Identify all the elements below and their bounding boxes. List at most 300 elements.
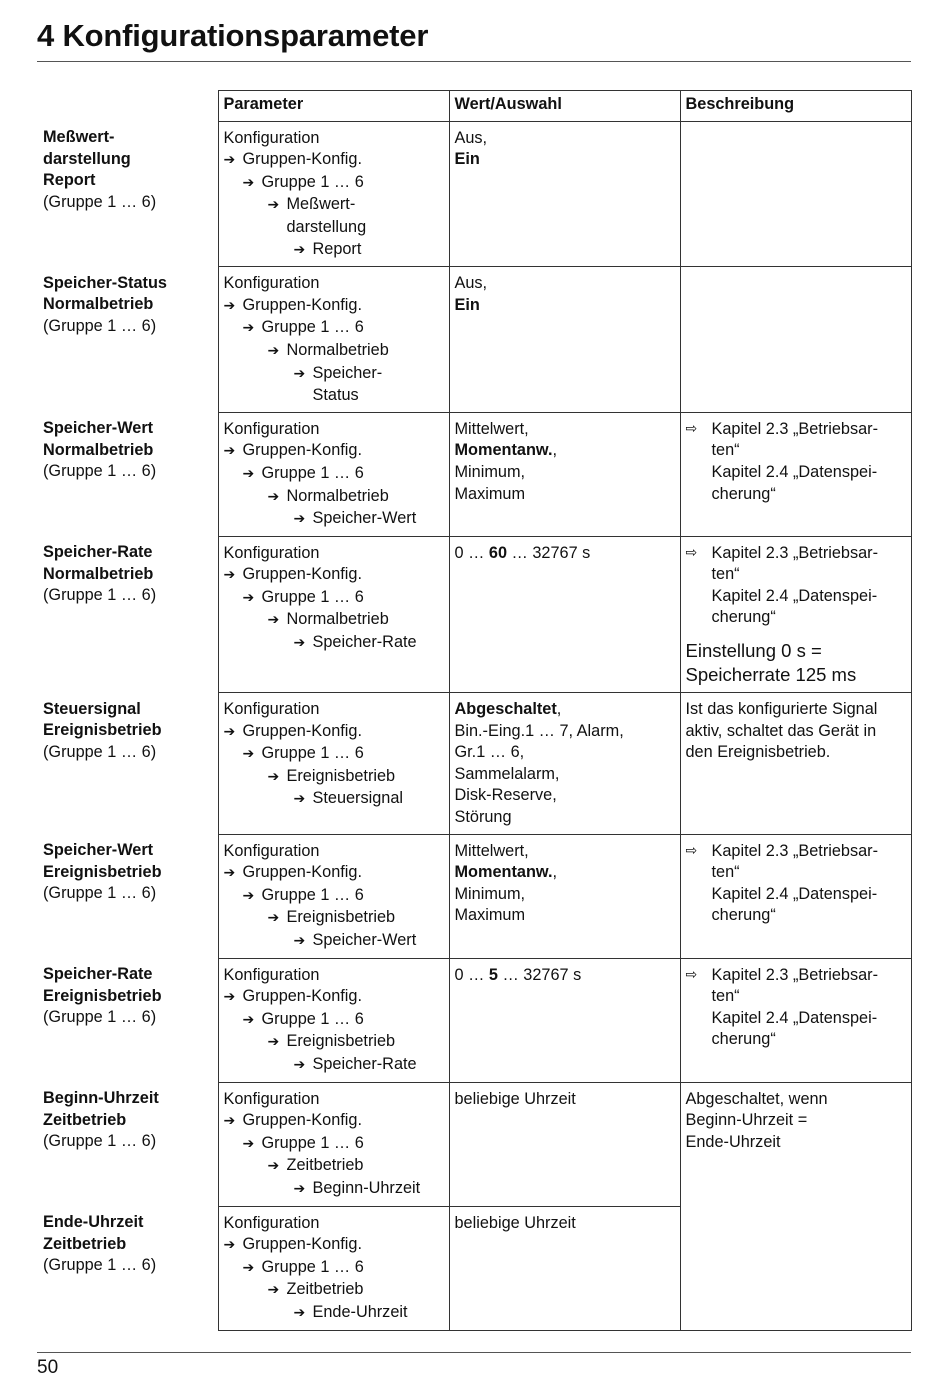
row-label (37, 1082, 218, 1206)
parameter-path-line (224, 149, 444, 172)
parameter-path-text: Konfiguration (223, 543, 320, 562)
parameter-path-line (224, 907, 444, 930)
parameter-path-cell (218, 121, 449, 267)
value-cell (449, 958, 680, 1082)
parameter-path-line (224, 486, 444, 509)
value-option: beliebige Uhrzeit (454, 1213, 576, 1232)
cross-reference (686, 965, 906, 1051)
row-label-title-line: Speicher-Wert (43, 841, 154, 860)
parameter-path-text: Normalbetrieb (286, 610, 389, 629)
setting-note-line: Einstellung 0 s = (685, 640, 822, 662)
arrow-right-icon: ➔ (242, 320, 255, 337)
arrow-right-icon: ➔ (267, 1282, 280, 1299)
parameter-path-text: Konfiguration (223, 700, 320, 719)
parameter-path-line (224, 1054, 444, 1077)
reference-line: ten“ (711, 987, 740, 1006)
reference-arrow-icon: ⇨ (685, 966, 698, 983)
parameter-path-line (224, 721, 444, 744)
column-header-value: Wert/Auswahl (449, 91, 680, 122)
parameter-path-line (224, 317, 444, 340)
value-option: Mittelwert, (454, 841, 529, 860)
table-body (37, 121, 911, 1330)
parameter-path-cell (218, 834, 449, 958)
value-line (455, 128, 675, 150)
table-row (37, 121, 911, 267)
parameter-path-text: Gruppen-Konfig. (242, 295, 362, 314)
default-value: Ein (454, 150, 480, 169)
parameter-path-line (224, 1110, 444, 1133)
row-label (37, 834, 218, 958)
value-range-min: 0 … (454, 543, 489, 562)
parameter-path-text: Gruppe 1 … 6 (261, 744, 364, 763)
parameter-path-text: Ereignisbetrieb (286, 766, 396, 785)
value-option: Störung (454, 808, 512, 827)
arrow-right-icon: ➔ (267, 488, 280, 505)
footer-rule (37, 1352, 911, 1353)
parameter-path-text: Speicher- (312, 363, 383, 382)
arrow-right-icon: ➔ (242, 1135, 255, 1152)
parameter-path-text: Ereignisbetrieb (286, 908, 396, 927)
value-suffix: , (556, 700, 562, 719)
parameter-path-line (224, 609, 444, 632)
value-suffix: , (552, 863, 558, 882)
column-header-parameter: Parameter (218, 91, 449, 122)
reference-line: cherung“ (711, 608, 776, 627)
value-option: Gr.1 … 6, (454, 743, 525, 762)
parameter-path-line (224, 1257, 444, 1280)
default-value: Abgeschaltet (454, 700, 557, 719)
value-cell (449, 121, 680, 267)
value-option: Minimum, (454, 462, 526, 481)
parameter-path-line (224, 295, 444, 318)
value-cell (449, 412, 680, 536)
cross-reference (686, 543, 906, 629)
row-label-title-line: Steuersignal (43, 699, 141, 718)
value-option: Bin.-Eing.1 … 7, Alarm, (454, 721, 624, 740)
parameter-path-text: Speicher-Wert (312, 509, 417, 528)
arrow-right-icon: ➔ (242, 887, 255, 904)
description-cell (680, 267, 911, 413)
parameter-path-text: Gruppe 1 … 6 (261, 1257, 364, 1276)
row-label-title-line: Meßwert- (43, 128, 115, 147)
parameter-path-line (224, 1009, 444, 1032)
parameter-path-line (224, 1279, 444, 1302)
arrow-right-icon: ➔ (242, 746, 255, 763)
parameter-path-text: Ende-Uhrzeit (312, 1302, 408, 1321)
parameter-path-text: Zeitbetrieb (286, 1280, 364, 1299)
row-label (37, 958, 218, 1082)
arrow-right-icon: ➔ (293, 1056, 306, 1073)
value-range (455, 543, 675, 565)
parameter-path-line (224, 743, 444, 766)
header-rule (37, 61, 911, 62)
value-line (455, 295, 675, 317)
parameter-path-line (224, 543, 444, 565)
parameter-path-text: Gruppen-Konfig. (242, 721, 362, 740)
table-row (37, 536, 911, 692)
row-label-title-line: Ereignisbetrieb (43, 862, 162, 881)
arrow-right-icon: ➔ (293, 791, 306, 808)
parameter-path-line (224, 1302, 444, 1325)
parameter-path-text: Normalbetrieb (286, 340, 389, 359)
parameter-path-line (224, 239, 444, 262)
parameter-path-cell (218, 958, 449, 1082)
reference-text (712, 965, 906, 1051)
value-option: Disk-Reserve, (454, 786, 557, 805)
parameter-path-text: Steuersignal (312, 789, 404, 808)
default-value: 5 (488, 965, 498, 984)
arrow-right-icon: ➔ (267, 768, 280, 785)
row-label-title-line: Ereignisbetrieb (43, 721, 162, 740)
parameter-path-line (224, 508, 444, 531)
value-line (455, 419, 675, 441)
parameter-path-text: Gruppe 1 … 6 (261, 1133, 364, 1152)
value-cell (449, 1206, 680, 1330)
parameter-path-text: Gruppen-Konfig. (242, 565, 362, 584)
row-label-title-line: Ereignisbetrieb (43, 986, 162, 1005)
parameter-path-line (224, 564, 444, 587)
row-label-title-line: Speicher-Rate (43, 543, 153, 562)
description-line: aktiv, schaltet das Gerät in (685, 721, 877, 740)
row-label (37, 536, 218, 692)
parameter-path-text: Gruppe 1 … 6 (261, 1009, 364, 1028)
parameter-path-line (224, 699, 444, 721)
row-label-group: (Gruppe 1 … 6) (43, 1008, 157, 1027)
value-suffix: , (552, 441, 558, 460)
parameter-path-text: Gruppe 1 … 6 (261, 318, 364, 337)
parameter-path-line (224, 885, 444, 908)
parameter-path-line (224, 363, 444, 386)
reference-line: Kapitel 2.3 „Betriebsar- (711, 841, 879, 860)
reference-arrow-icon: ⇨ (685, 544, 698, 561)
parameter-path-line (224, 440, 444, 463)
arrow-right-icon: ➔ (223, 1237, 236, 1254)
parameter-path-line (224, 217, 444, 239)
arrow-right-icon: ➔ (267, 910, 280, 927)
row-label-title-line: darstellung (43, 149, 131, 168)
table-row (37, 958, 911, 1082)
row-label-title-line: Speicher-Status (43, 273, 167, 292)
parameter-path-line (224, 273, 444, 295)
value-line (455, 484, 675, 506)
parameter-path-line (224, 986, 444, 1009)
reference-line: ten“ (711, 565, 740, 584)
cross-reference (686, 419, 906, 505)
table-row (37, 412, 911, 536)
arrow-right-icon: ➔ (293, 241, 306, 258)
description-cell (680, 412, 911, 536)
parameter-path-text: Gruppen-Konfig. (242, 987, 362, 1006)
parameter-path-line (224, 194, 444, 217)
parameter-path-text: Normalbetrieb (286, 486, 389, 505)
arrow-right-icon: ➔ (293, 365, 306, 382)
value-cell (449, 1082, 680, 1206)
default-value: Momentanw. (454, 863, 553, 882)
value-line (455, 884, 675, 906)
row-label-group: (Gruppe 1 … 6) (43, 742, 157, 761)
reference-line: Kapitel 2.3 „Betriebsar- (711, 965, 879, 984)
parameter-path-text: Konfiguration (223, 965, 320, 984)
parameter-path-text: Ereignisbetrieb (286, 1032, 396, 1051)
parameter-path-text: Konfiguration (223, 1089, 320, 1108)
table-row (37, 267, 911, 413)
value-line (455, 273, 675, 295)
value-option: Mittelwert, (454, 419, 529, 438)
parameter-path-line (224, 841, 444, 863)
parameter-path-text: Konfiguration (223, 1213, 320, 1232)
row-label-title-line: Normalbetrieb (43, 564, 154, 583)
parameter-path-text: Konfiguration (223, 128, 320, 147)
parameter-path-text: Gruppen-Konfig. (242, 1111, 362, 1130)
row-label-title-line: Normalbetrieb (43, 440, 154, 459)
parameter-path-cell (218, 1082, 449, 1206)
reference-line: Kapitel 2.4 „Datenspei- (711, 1008, 878, 1027)
parameter-path-text: Konfiguration (223, 419, 320, 438)
table-header-row (37, 91, 911, 122)
description-line: Ist das konfigurierte Signal (685, 700, 878, 719)
parameter-path-line (224, 766, 444, 789)
description-cell (680, 958, 911, 1082)
parameter-path-line (224, 1155, 444, 1178)
reference-arrow-icon: ⇨ (685, 420, 698, 437)
row-label-group: (Gruppe 1 … 6) (43, 192, 157, 211)
column-header-description: Beschreibung (680, 91, 911, 122)
parameter-path-text: Speicher-Rate (312, 1054, 417, 1073)
arrow-right-icon: ➔ (223, 443, 236, 460)
description-cell (680, 121, 911, 267)
parameter-path-text: Gruppen-Konfig. (242, 150, 362, 169)
arrow-right-icon: ➔ (223, 865, 236, 882)
row-label-title-line: Normalbetrieb (43, 295, 154, 314)
parameter-path-text: Speicher-Rate (312, 633, 417, 652)
value-option: Aus, (454, 274, 488, 293)
value-option: Maximum (454, 484, 526, 503)
parameter-path-text: Meßwert- (286, 195, 356, 214)
parameter-path-cell (218, 412, 449, 536)
row-label-title-line: Ende-Uhrzeit (43, 1213, 144, 1232)
parameter-path-line (224, 1234, 444, 1257)
row-label-group: (Gruppe 1 … 6) (43, 1256, 157, 1275)
parameter-path-line (224, 632, 444, 655)
reference-line: Kapitel 2.4 „Datenspei- (711, 462, 878, 481)
table-row (37, 834, 911, 958)
parameter-path-line (224, 385, 444, 407)
parameter-path-line (224, 788, 444, 811)
parameter-path-text: Beginn-Uhrzeit (312, 1178, 421, 1197)
table-row (37, 693, 911, 835)
value-cell (449, 267, 680, 413)
arrow-right-icon: ➔ (223, 989, 236, 1006)
arrow-right-icon: ➔ (267, 612, 280, 629)
parameter-path-text: Gruppe 1 … 6 (261, 463, 364, 482)
value-line (455, 721, 675, 743)
arrow-right-icon: ➔ (267, 1034, 280, 1051)
parameter-path-line (224, 1031, 444, 1054)
value-line (455, 462, 675, 484)
parameter-path-cell (218, 1206, 449, 1330)
reference-line: Kapitel 2.3 „Betriebsar- (711, 543, 879, 562)
value-line (455, 699, 675, 721)
description-cell (680, 834, 911, 958)
arrow-right-icon: ➔ (242, 465, 255, 482)
value-line (455, 149, 675, 171)
reference-text (712, 841, 906, 927)
parameter-path-cell (218, 693, 449, 835)
parameter-path-line (224, 965, 444, 987)
default-value: Ein (454, 295, 480, 314)
parameter-path-text: Gruppen-Konfig. (242, 441, 362, 460)
value-option: Maximum (454, 906, 526, 925)
parameter-path-line (224, 172, 444, 195)
parameter-path-text: Konfiguration (223, 841, 320, 860)
reference-line: Kapitel 2.3 „Betriebsar- (711, 419, 879, 438)
setting-note (686, 639, 906, 687)
arrow-right-icon: ➔ (267, 342, 280, 359)
row-label-title-line: Speicher-Rate (43, 965, 153, 984)
parameter-path-cell (218, 267, 449, 413)
reference-line: ten“ (711, 441, 740, 460)
parameter-path-line (224, 1213, 444, 1235)
row-label (37, 267, 218, 413)
value-option: Sammelalarm, (454, 764, 560, 783)
side-header-empty (37, 91, 218, 122)
row-label-group: (Gruppe 1 … 6) (43, 462, 157, 481)
description-cell (680, 1082, 911, 1330)
parameter-path-text: Gruppe 1 … 6 (261, 172, 364, 191)
value-range (455, 965, 675, 987)
arrow-right-icon: ➔ (293, 511, 306, 528)
value-line (455, 841, 675, 863)
value-line (455, 764, 675, 786)
value-range-max: … 32767 s (507, 543, 591, 562)
parameter-path-line (224, 128, 444, 150)
value-line (455, 1089, 675, 1111)
value-cell (449, 693, 680, 835)
parameter-path-line (224, 340, 444, 363)
reference-text (712, 419, 906, 505)
parameter-path-line (224, 463, 444, 486)
table-row (37, 1082, 911, 1206)
row-label-title-line: Beginn-Uhrzeit (43, 1089, 159, 1108)
arrow-right-icon: ➔ (242, 174, 255, 191)
row-label (37, 121, 218, 267)
cross-reference (686, 841, 906, 927)
value-range-min: 0 … (454, 965, 489, 984)
row-label (37, 693, 218, 835)
parameter-path-text: Konfiguration (223, 274, 320, 293)
value-line (455, 440, 675, 462)
arrow-right-icon: ➔ (242, 589, 255, 606)
value-line (455, 862, 675, 884)
parameter-path-text: Zeitbetrieb (286, 1156, 364, 1175)
description-line: Beginn-Uhrzeit = (685, 1111, 808, 1130)
parameter-path-line (224, 419, 444, 441)
parameter-path-line (224, 930, 444, 953)
description-line: den Ereignisbetrieb. (685, 743, 831, 762)
row-label-title-line: Report (43, 171, 96, 190)
arrow-right-icon: ➔ (242, 1011, 255, 1028)
value-option: Aus, (454, 128, 488, 147)
arrow-right-icon: ➔ (223, 723, 236, 740)
description-cell (680, 536, 911, 692)
arrow-right-icon: ➔ (267, 1158, 280, 1175)
row-label-group: (Gruppe 1 … 6) (43, 884, 157, 903)
reference-arrow-icon: ⇨ (685, 842, 698, 859)
value-cell (449, 536, 680, 692)
value-line (455, 1213, 675, 1235)
parameter-path-line (224, 862, 444, 885)
arrow-right-icon: ➔ (223, 1113, 236, 1130)
arrow-right-icon: ➔ (293, 933, 306, 949)
reference-line: Kapitel 2.4 „Datenspei- (711, 884, 878, 903)
parameter-path-text: Gruppe 1 … 6 (261, 885, 364, 904)
reference-line: Kapitel 2.4 „Datenspei- (711, 586, 878, 605)
value-option: beliebige Uhrzeit (454, 1089, 576, 1108)
row-label (37, 412, 218, 536)
row-label-title-line: Zeitbetrieb (43, 1234, 127, 1253)
arrow-right-icon: ➔ (223, 152, 236, 169)
arrow-right-icon: ➔ (293, 1304, 306, 1321)
parameter-path-line (224, 1133, 444, 1156)
default-value: Momentanw. (454, 441, 553, 460)
value-line (455, 742, 675, 764)
parameter-path-text: Status (312, 386, 359, 405)
parameter-path-text: Report (312, 239, 362, 258)
value-range-max: … 32767 s (497, 965, 582, 984)
row-label-title-line: Speicher-Wert (43, 419, 154, 438)
parameter-path-line (224, 587, 444, 610)
arrow-right-icon: ➔ (223, 567, 236, 584)
reference-line: cherung“ (711, 906, 776, 925)
row-label-group: (Gruppe 1 … 6) (43, 586, 157, 605)
parameter-path-text: Speicher-Wert (312, 931, 417, 949)
parameter-path-text: Gruppe 1 … 6 (261, 587, 364, 606)
arrow-right-icon: ➔ (293, 1180, 306, 1197)
parameter-path-cell (218, 536, 449, 692)
reference-text (712, 543, 906, 629)
page-title: 4 Konfigurationsparameter (37, 18, 429, 53)
reference-line: cherung“ (711, 1030, 776, 1049)
arrow-right-icon: ➔ (242, 1259, 255, 1276)
setting-note-line: Speicherrate 125 ms (685, 664, 857, 686)
value-line (455, 785, 675, 807)
default-value: 60 (488, 543, 508, 562)
description-line: Ende-Uhrzeit (685, 1132, 781, 1151)
reference-line: cherung“ (711, 484, 776, 503)
description-line: Abgeschaltet, wenn (685, 1089, 828, 1108)
parameter-path-text: Gruppen-Konfig. (242, 863, 362, 882)
arrow-right-icon: ➔ (267, 197, 280, 214)
page-number: 50 (37, 1357, 59, 1378)
arrow-right-icon: ➔ (293, 635, 306, 652)
value-cell (449, 834, 680, 958)
row-label-group: (Gruppe 1 … 6) (43, 1132, 157, 1151)
arrow-right-icon: ➔ (223, 297, 236, 314)
parameter-path-line (224, 1178, 444, 1201)
value-line (455, 905, 675, 927)
reference-line: ten“ (711, 863, 740, 882)
row-label (37, 1206, 218, 1330)
parameter-path-text: Gruppen-Konfig. (242, 1235, 362, 1254)
parameter-path-text: darstellung (286, 217, 367, 236)
row-label-title-line: Zeitbetrieb (43, 1110, 127, 1129)
value-option: Minimum, (454, 884, 526, 903)
value-line (455, 807, 675, 829)
row-label-group: (Gruppe 1 … 6) (43, 316, 157, 335)
description-cell (680, 693, 911, 835)
parameter-table (37, 90, 912, 1331)
parameter-path-line (224, 1089, 444, 1111)
